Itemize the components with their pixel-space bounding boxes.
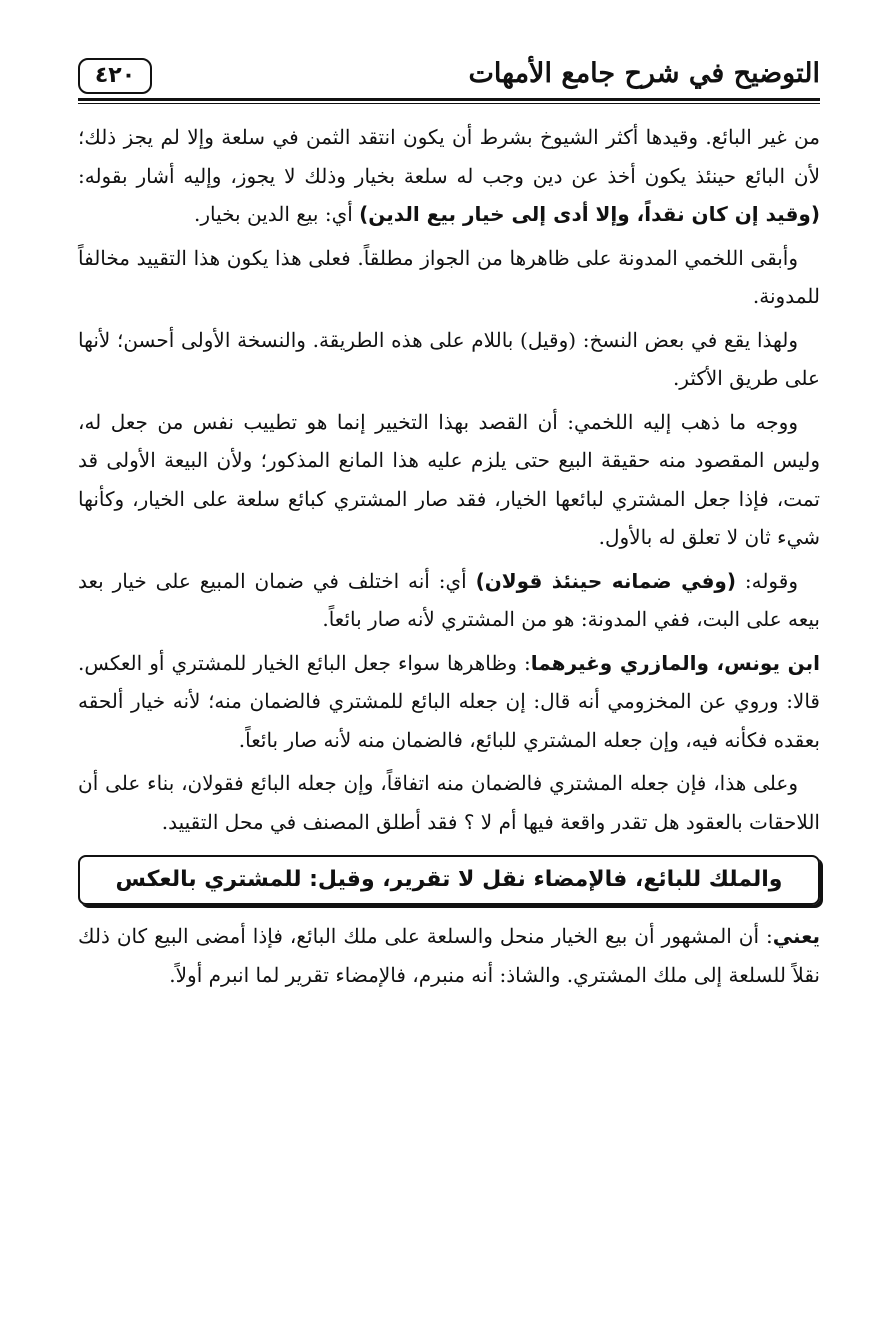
cited-authorities: ابن يونس، والمازري وغيرهما: [530, 650, 820, 675]
quoted-matn: (وفي ضمانه حينئذ قولان): [475, 568, 736, 593]
paragraph-text: أي: أنه اختلف في ضمان المبيع على خيار بعد بيعه على البت، ففي المدونة: هو من المشتري لأنه صار بائعاً.: [78, 568, 820, 631]
paragraph-text: وقوله:: [736, 568, 798, 593]
paragraph-final: [78, 917, 820, 994]
running-title: التوضيح في شرح جامع الأمهات: [468, 58, 820, 89]
paragraph-5: [78, 562, 820, 639]
paragraph-1: [78, 118, 820, 234]
page-body: [78, 118, 820, 994]
paragraph-4: ووجه ما ذهب إليه اللخمي: أن القصد بهذا التخيير إنما هو تطييب نفس من جعل له، وليس المقصود منه حقيقة البيع حتى يلزم عليه هذا المانع المذكور؛ ولأن البيعة الأولى قد تمت، فإذا جعل المشتري لبائعها الخيار، فقد صار المشتري كبائع سلعة على الخيار، وكأنها شيء ثان لا تعلق له بالأول.: [78, 409, 820, 549]
paragraph-text: من غير البائع. وقيدها أكثر الشيوخ بشرط أن يكون انتقد الثمن في سلعة وإلا لم يجز ذلك؛ لأن البائع حينئذ يكون أخذ عن دين وجب له سلعة بخيار وذلك لا يجوز، وإليه أشار بقوله:: [78, 125, 820, 188]
paragraph-7: وعلى هذا، فإن جعله المشتري فالضمان منه اتفاقاً، وإن جعله البائع فقولان، بناء على أن اللاحقات بالعقود هل تقدر واقعة فيها أم لا ؟ فقد أطلق المصنف في محل التقييد.: [78, 771, 820, 834]
paragraph-text: : أن المشهور أن بيع الخيار منحل والسلعة على ملك البائع، فإذا أمضى البيع كان ذلك نقلاً للسلعة إلى ملك المشتري. والشاذ: أنه منبرم، فالإمضاء تقرير لما انبرم أولاً.: [78, 924, 820, 987]
paragraph-text: أي: بيع الدين بخيار.: [193, 202, 360, 226]
matn-box: والملك للبائع، فالإمضاء نقل لا تقرير، وقيل: للمشتري بالعكس: [78, 855, 820, 905]
quoted-matn: (وقيد إن كان نقداً، وإلا أدى إلى خيار بيع الدين): [359, 202, 820, 226]
header-rule: [78, 98, 820, 101]
page-header: [78, 54, 820, 104]
page-number: ٤٢٠: [78, 58, 152, 94]
paragraph-text: : وظاهرها سواء جعل البائع الخيار للمشتري أو العكس. قالا: وروي عن المخزومي أنه قال: إن جعله البائع للمشتري فالضمان منه؛ لأنه خيار ألحقه بعقده فكأنه فيه، وإن جعله المشتري للبائع، فالضمان منه لأنه صار بائعاً.: [78, 650, 820, 752]
paragraph-6: [78, 644, 820, 760]
paragraph-2: وأبقى اللخمي المدونة على ظاهرها من الجواز مطلقاً. فعلى هذا يكون هذا التقييد مخالفاً للمدونة.: [78, 245, 820, 308]
lead-word: يعني: [772, 924, 820, 948]
header-rule-thin: [78, 103, 820, 104]
paragraph-3: ولهذا يقع في بعض النسخ: (وقيل) باللام على هذه الطريقة. والنسخة الأولى أحسن؛ لأنها على طريق الأكثر.: [78, 327, 820, 390]
